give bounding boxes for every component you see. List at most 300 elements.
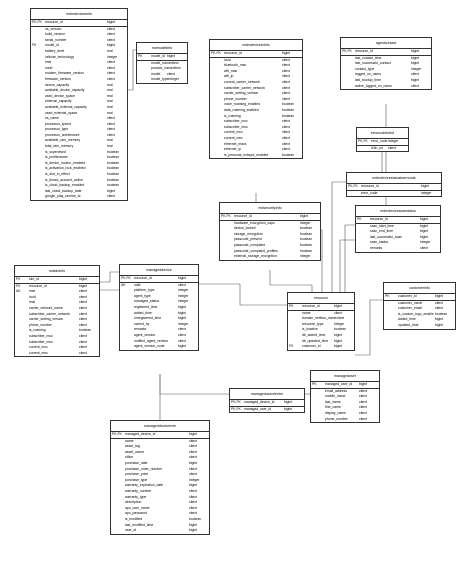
column-name: udid — [134, 282, 141, 287]
entity-customerinfo[interactable] — [383, 282, 456, 330]
entity-resource[interactable] — [287, 292, 355, 351]
column-type: real — [107, 110, 113, 115]
link-resource-customerinfo — [355, 300, 383, 355]
column-name: bluetooth_mac — [224, 63, 247, 68]
column-type: bigint — [189, 528, 198, 533]
link-security-resource — [270, 270, 312, 292]
link-manageddevice-resource — [199, 284, 287, 305]
column-name: model — [151, 71, 161, 76]
column-name: last_successful_scan — [370, 234, 403, 239]
column-type: citext — [189, 488, 197, 493]
column-type: citext — [189, 472, 197, 477]
column-name: iccid — [29, 294, 36, 299]
column-type: citext — [170, 60, 179, 65]
column-name: first_name — [325, 405, 341, 410]
column-key — [111, 528, 124, 534]
column-name: error_code — [371, 139, 388, 143]
column-type: citext — [189, 455, 197, 460]
entity-manageddevice[interactable] — [119, 264, 199, 351]
column-type: bigint — [421, 184, 430, 188]
entity-title: errorcodetobuf — [357, 128, 408, 139]
column-type: boolean — [282, 113, 295, 118]
column-type: bigint — [284, 406, 293, 411]
column-name: warranty_number — [125, 488, 152, 493]
column-name: subscriber_mnc — [224, 124, 248, 129]
column-row — [357, 146, 408, 152]
column-type: citext — [172, 66, 181, 71]
column-type: real — [107, 93, 113, 98]
column-name: purchase_type — [125, 477, 148, 482]
column-name: registered_time — [134, 304, 158, 309]
column-name: os_name — [45, 116, 59, 121]
column-name: model_id — [151, 54, 165, 58]
entity-manageduser[interactable] — [310, 370, 380, 423]
column-name: firmware_version — [45, 76, 71, 81]
column-row — [384, 294, 455, 301]
column-type: integer — [178, 321, 189, 326]
column-row — [230, 400, 304, 407]
column-type: real — [107, 88, 113, 93]
column-type: citext — [189, 449, 197, 454]
column-type: bigint — [334, 304, 343, 308]
column-type: citext — [79, 294, 87, 299]
column-name: current_mcc — [224, 130, 243, 135]
column-name: phone_number — [224, 96, 247, 101]
entity-title: mdmdevicesinfo — [31, 9, 127, 20]
column-type: integer — [411, 66, 422, 71]
column-name: last_modified_time — [125, 522, 154, 527]
column-type: bigint — [107, 43, 116, 48]
column-type: boolean — [107, 183, 120, 188]
column-type: citext — [79, 289, 87, 294]
column-name: phone_number — [325, 416, 348, 421]
column-name: battery_level — [45, 48, 65, 53]
column-name: model_name — [151, 60, 171, 65]
column-row — [311, 417, 379, 423]
column-name: display_name — [325, 410, 346, 415]
column-type: boolean — [300, 237, 313, 242]
column-name: agent_version — [134, 332, 156, 337]
column-type: bigint — [411, 55, 420, 60]
column-row — [341, 84, 431, 90]
column-type: bigint — [79, 283, 88, 288]
column-type: boolean — [300, 226, 313, 231]
column-name: last_successful_contact — [355, 61, 391, 66]
column-type: boolean — [435, 311, 448, 316]
column-row — [210, 153, 302, 159]
column-type: citext — [282, 130, 290, 135]
column-type: citext — [167, 71, 175, 76]
column-type: citext — [282, 91, 290, 96]
column-name: sim_id — [29, 277, 39, 281]
column-key: PK,FK — [231, 400, 241, 404]
column-type: boolean — [334, 327, 347, 332]
column-name: resource_id — [361, 184, 379, 188]
column-type: citext — [388, 145, 396, 150]
column-name: model_id — [45, 43, 59, 48]
column-name: apn_password — [125, 511, 148, 516]
column-row — [288, 304, 354, 311]
column-name: serial_number — [45, 37, 67, 42]
column-name: last_contact_time — [355, 55, 382, 60]
column-type: citext — [107, 76, 115, 81]
column-name: apn_user_name — [125, 505, 150, 510]
column-key: PK,FK — [342, 49, 352, 53]
column-key: FK — [289, 344, 294, 349]
column-name: available_external_capacity — [45, 104, 87, 109]
column-name: external_storage_encryption — [234, 254, 277, 259]
column-key: PK,FK — [211, 51, 221, 55]
column-key: PK — [289, 304, 294, 308]
column-name: product_name — [151, 66, 173, 71]
column-name: warranty_expiration_date — [125, 483, 164, 488]
entity-mdmodelinfo[interactable] — [136, 42, 188, 84]
column-type: citext — [411, 83, 419, 88]
entity-mdmdevicetoinfo[interactable] — [209, 39, 303, 159]
column-type: bigint — [334, 338, 343, 343]
entity-mdmdevicestatustoerrcode[interactable] — [346, 172, 442, 197]
column-row — [347, 184, 441, 191]
column-type: bigint — [189, 483, 198, 488]
column-row — [220, 214, 320, 221]
column-name: is_inactive — [302, 327, 318, 332]
entity-title: mdsecurityinfo — [220, 203, 320, 214]
column-name: is_device_locator_enabled — [45, 160, 86, 165]
column-name: owned_by — [134, 321, 150, 326]
column-name: voice_roaming_enabled — [224, 102, 261, 107]
column-type: citext — [107, 32, 115, 37]
column-type: citext — [411, 72, 419, 77]
column-row — [137, 77, 187, 83]
column-name: processor_speed — [45, 121, 72, 126]
column-name: subscriber_carrier_network — [224, 85, 265, 90]
column-name: user_id — [125, 528, 137, 533]
column-type: real — [107, 99, 113, 104]
column-type: real — [107, 144, 113, 149]
column-name: google_play_service_id — [45, 194, 81, 199]
column-name: subscriber_carrier_network — [29, 311, 70, 316]
column-name: purchase_order_number — [125, 466, 163, 471]
column-key: PK,FK — [32, 20, 42, 24]
column-name: resource_id — [45, 20, 63, 24]
column-name: iccid — [224, 57, 231, 62]
entity-errorcodetobuf[interactable] — [356, 127, 409, 152]
column-type: citext — [359, 405, 367, 410]
column-type: integer — [388, 139, 399, 143]
column-name: contact_type — [355, 66, 375, 71]
column-name: description — [125, 500, 142, 505]
column-type: citext — [282, 63, 290, 68]
column-type: citext — [189, 466, 197, 471]
column-type: citext — [107, 132, 115, 137]
column-name: subscriber_mnc — [29, 339, 53, 344]
entity-title: manageddeviceextn — [111, 421, 209, 432]
link-userdevice-manageddevice — [160, 374, 229, 394]
entity-title: manageddevice — [120, 265, 198, 276]
column-type: bigint — [178, 344, 187, 349]
column-type: citext — [282, 119, 290, 124]
column-name: is_personal_hotspot_enabled — [224, 152, 269, 157]
column-type: citext — [79, 311, 87, 316]
column-name: resource_id — [134, 276, 152, 280]
column-type: citext — [79, 317, 87, 322]
column-name: carrier_setting_version — [29, 317, 64, 322]
column-key: PK — [312, 382, 317, 386]
column-row — [15, 351, 99, 357]
column-type: integer — [300, 220, 311, 225]
column-key: PK — [357, 217, 362, 221]
column-name: last_name — [325, 399, 341, 404]
column-row — [347, 191, 441, 197]
column-type: citext — [336, 316, 345, 321]
column-name: available_ram_memory — [45, 138, 81, 143]
column-name: used_device_space — [45, 93, 75, 98]
column-type: bigint — [189, 522, 198, 527]
column-type: citext — [189, 511, 197, 516]
column-name: asset_owner — [125, 449, 145, 454]
column-name: passcode_complaint — [234, 242, 265, 247]
column-type: integer — [178, 293, 189, 298]
column-name: name — [302, 310, 311, 315]
column-type: citext — [107, 26, 115, 31]
column-type: citext — [282, 124, 290, 129]
column-type: boolean — [107, 160, 120, 165]
column-type: boolean — [107, 172, 120, 177]
entity-title: manageduserdevice — [230, 389, 304, 400]
column-key: PK,FK — [231, 406, 241, 411]
column-name: name — [125, 438, 134, 443]
column-key: AK — [121, 282, 126, 287]
column-row — [15, 277, 99, 284]
column-name: device_locked — [234, 226, 256, 231]
column-type: citext — [107, 127, 115, 132]
column-type: citext — [189, 438, 197, 443]
column-type: bigint — [411, 77, 420, 82]
column-type: bigint — [435, 317, 444, 322]
column-type: citext — [359, 399, 367, 404]
link-devicesinfo-modelinfo — [128, 50, 136, 90]
column-name: notified_agent_version — [134, 338, 169, 343]
column-type: citext — [282, 68, 290, 73]
column-key: PK — [138, 54, 143, 58]
column-name: db_added_time — [302, 332, 326, 337]
column-type: bigint — [334, 344, 343, 349]
column-name: resource_id — [29, 283, 47, 288]
column-name: managed_user_id — [244, 406, 272, 411]
column-type: bigint — [435, 294, 444, 298]
column-key — [356, 246, 369, 252]
column-name: added_time — [398, 317, 416, 322]
column-row — [210, 51, 302, 58]
column-name: is_itunes_account_active — [45, 177, 83, 182]
column-type: citext — [282, 147, 290, 152]
column-type: bigint — [420, 229, 429, 234]
column-key: AK — [16, 289, 21, 294]
column-type: boolean — [282, 102, 295, 107]
entity-title: resource — [288, 293, 354, 304]
column-name: ethernet_ip — [224, 147, 241, 152]
column-type: bigint — [284, 400, 293, 404]
column-row — [120, 276, 198, 283]
column-type: bigint — [420, 234, 429, 239]
column-name: customer_email — [398, 306, 422, 311]
column-type: citext — [359, 394, 367, 399]
column-type: citext — [189, 505, 197, 510]
column-name: passcode_present — [234, 237, 262, 242]
column-type: citext — [282, 135, 290, 140]
entity-manageduserdevice[interactable] — [229, 388, 305, 413]
column-type: citext — [435, 300, 443, 305]
column-type: real — [107, 48, 113, 53]
column-name: meid — [45, 65, 53, 70]
entity-title: customerinfo — [384, 283, 455, 294]
column-type: integer — [334, 321, 345, 326]
column-row — [111, 432, 209, 439]
column-type: citext — [420, 245, 428, 250]
column-type: boolean — [107, 155, 120, 160]
column-name: resource_id — [302, 304, 320, 308]
column-type: citext — [107, 71, 115, 76]
column-type: bigint — [359, 382, 368, 386]
column-key: PK,FK — [112, 432, 122, 436]
column-type: integer — [420, 240, 431, 245]
column-type: citext — [282, 79, 290, 84]
column-name: logged_on_users — [355, 72, 382, 77]
column-type: boolean — [300, 242, 313, 247]
column-type: boolean — [79, 328, 92, 333]
column-name: unregistered_time — [134, 316, 162, 321]
column-name: agent_version_code — [134, 344, 165, 349]
column-name: wifi_mac — [224, 68, 238, 73]
column-key — [15, 351, 28, 357]
column-type: bigint — [411, 49, 420, 53]
column-row — [356, 217, 440, 224]
column-key: PK,FK — [221, 214, 231, 218]
column-name: used_external_space — [45, 110, 78, 115]
column-name: processor_architecture — [45, 132, 80, 137]
column-key: PK — [16, 277, 21, 281]
column-name: processor_type — [45, 127, 69, 132]
column-key — [120, 344, 133, 350]
column-type: bigint — [178, 316, 187, 321]
entity-mdmdevicescanstatus[interactable] — [355, 205, 441, 253]
column-name: i18n_url — [371, 145, 384, 150]
entity-manageddeviceextn[interactable] — [110, 420, 210, 535]
entity-agentcontact[interactable] — [340, 37, 432, 90]
column-type: bigint — [178, 310, 187, 315]
column-name: wifi_ip — [224, 74, 234, 79]
column-type: citext — [79, 322, 87, 327]
column-name: remarks — [134, 327, 147, 332]
column-type: boolean — [189, 516, 202, 521]
column-type: citext — [435, 306, 443, 311]
column-type: citext — [107, 194, 115, 199]
column-name: subscriber_mcc — [29, 333, 53, 338]
column-type: bigint — [189, 460, 198, 465]
column-name: managed_status — [134, 299, 160, 304]
entity-mdsiminfo[interactable] — [14, 265, 100, 357]
column-name: is_supervised — [45, 149, 66, 154]
column-name: error_code — [361, 190, 378, 195]
column-type: bigint — [178, 304, 187, 309]
column-name: imei — [45, 60, 52, 65]
column-type: citext — [282, 85, 290, 90]
column-name: passcode_complaint_profiles — [234, 248, 278, 253]
column-name: current_mcc — [29, 345, 48, 350]
column-name: is_modified — [125, 516, 143, 521]
column-row — [120, 344, 198, 350]
column-type: boolean — [107, 166, 120, 171]
entity-mdmdevicesinfo[interactable] — [30, 8, 128, 201]
column-name: is_roaming — [224, 113, 241, 118]
column-name: data_roaming_enabled — [224, 107, 259, 112]
column-type: citext — [359, 388, 367, 393]
column-key — [347, 191, 360, 197]
column-type: bigint — [435, 322, 444, 327]
entity-title: mdsiminfo — [15, 266, 99, 277]
column-type: citext — [334, 310, 342, 315]
column-name: resource_id — [224, 51, 242, 55]
column-name: domain_netbios_name — [302, 316, 337, 321]
column-name: remarks — [370, 245, 383, 250]
column-name: warranty_type — [125, 494, 147, 499]
column-type: real — [107, 82, 113, 87]
column-name: modem_firmware_version — [45, 71, 85, 76]
column-name: scan_status — [370, 240, 389, 245]
column-name: current_mnc — [224, 135, 243, 140]
column-name: carrier_network_name — [29, 305, 63, 310]
entity-mdsecurityinfo[interactable] — [219, 202, 321, 261]
column-name: purchase_date — [125, 460, 148, 465]
column-type: citext — [282, 57, 290, 62]
column-type: citext — [178, 338, 186, 343]
column-row — [31, 20, 127, 27]
column-name: office — [125, 455, 134, 460]
column-type: bigint — [107, 20, 116, 24]
column-name: storage_encryption — [234, 231, 263, 236]
column-type: citext — [282, 74, 290, 79]
column-type: boolean — [300, 231, 313, 236]
column-name: resource_type — [302, 321, 324, 326]
column-row — [288, 344, 354, 350]
column-type: integer — [107, 54, 118, 59]
column-name: current_mnc — [29, 350, 48, 355]
column-type: citext — [79, 339, 87, 344]
column-type: boolean — [107, 149, 120, 154]
column-row — [230, 407, 304, 413]
column-name: customer_id — [398, 294, 417, 298]
column-name: resource_id — [234, 214, 252, 218]
column-name: is_custom_logo_enable — [398, 311, 434, 316]
column-key — [341, 84, 354, 90]
column-name: is_cloud_backup_enabled — [45, 183, 85, 188]
column-type: citext — [359, 416, 367, 421]
column-key: PK,FK — [121, 276, 131, 280]
column-name: external_capacity — [45, 99, 72, 104]
column-name: last_cloud_backup_date — [45, 188, 82, 193]
column-name: imei — [29, 289, 36, 294]
column-type: integer — [300, 254, 311, 259]
column-type: citext — [189, 444, 197, 449]
column-type: citext — [282, 141, 290, 146]
column-type: bigint — [334, 332, 343, 337]
column-type: integer — [178, 299, 189, 304]
column-type: integer — [178, 288, 189, 293]
column-type: bigint — [420, 223, 429, 228]
column-type: bigint — [300, 214, 309, 218]
column-type: citext — [359, 410, 367, 415]
column-key — [357, 146, 370, 152]
